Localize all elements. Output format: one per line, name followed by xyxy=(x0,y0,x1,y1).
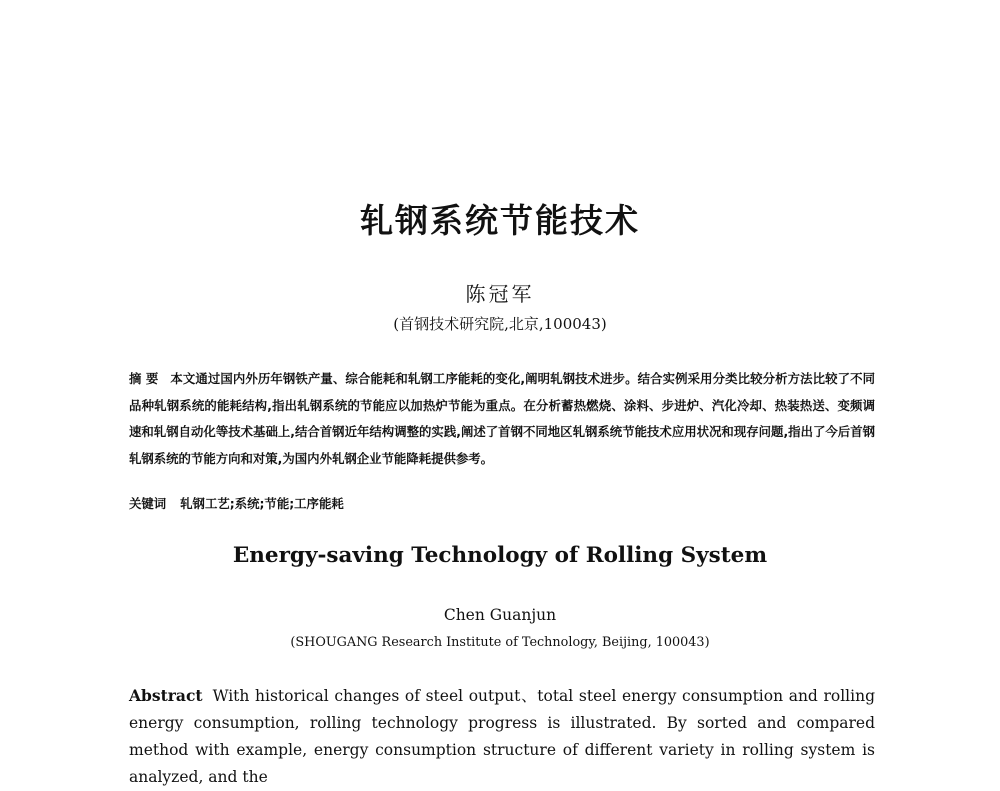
chinese-abstract-text: 本文通过国内外历年钢铁产量、综合能耗和轧钢工序能耗的变化,阐明轧钢技术进步。结合实例采用分类比较分析方法比较了不同品种轧钢系统的能耗结构,指出轧钢系统的节能应以加热炉节能为重点。在分析蓄热燃烧、涂料、步进炉、汽化冷却、热装热送、变频调速和轧钢自动化等技术基础上,结合首钢近年结构调整的实践,阐述了首钢不同地区轧钢系统节能技术应用状况和现存问题,指出了今后首钢轧钢系统的节能方向和对策,为国内外轧钢企业节能降耗提供参考。 xyxy=(129,371,875,466)
chinese-keywords xyxy=(129,494,344,512)
english-affiliation: (SHOUGANG Research Institute of Technology, Beijing, 100043) xyxy=(290,635,710,650)
english-abstract-label: Abstract xyxy=(129,686,203,705)
chinese-affiliation: (首钢技术研究院,北京,100043) xyxy=(393,315,607,333)
english-title: Energy-saving Technology of Rolling System xyxy=(232,543,768,568)
chinese-keywords-label: 关键词 xyxy=(129,496,167,511)
english-author: Chen Guanjun xyxy=(443,606,557,624)
chinese-author: 陈冠军 xyxy=(465,282,535,306)
english-abstract-text: With historical changes of steel output、total steel energy consumption and rolling energy consumption, rolling technology progress is illustrated. By sorted and compared method with example, energy consumption structure of different variety in rolling system is analyzed, and the xyxy=(129,687,875,786)
chinese-abstract-label: 摘 要 xyxy=(129,371,159,386)
english-abstract xyxy=(129,682,875,791)
chinese-abstract xyxy=(129,366,875,472)
chinese-keywords-text: 轧钢工艺;系统;节能;工序能耗 xyxy=(180,496,344,511)
chinese-title: 轧钢系统节能技术 xyxy=(360,201,640,240)
